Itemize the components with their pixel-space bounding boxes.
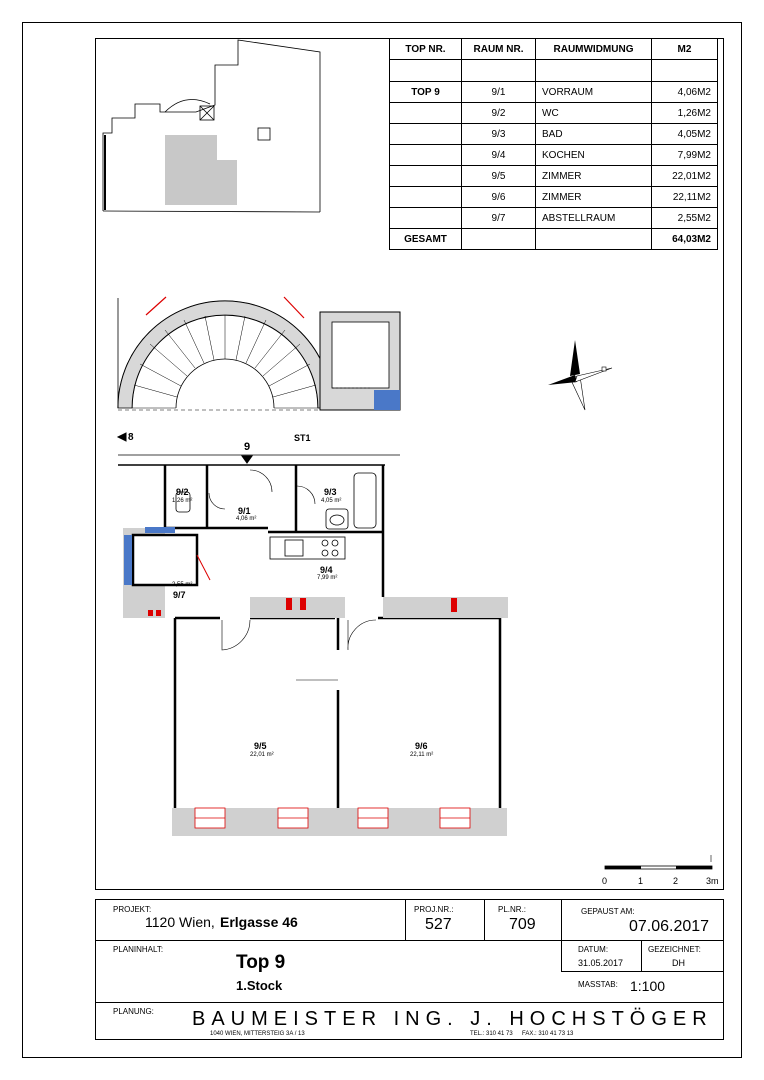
- firm-address: 1040 WIEN, MITTERSTEIG 3A / 13: [210, 1031, 305, 1037]
- room-area-9-1: 4,06 m²: [236, 516, 257, 522]
- projekt-label: PROJEKT:: [113, 905, 152, 914]
- room-area-9-3: 4,05 m²: [321, 498, 342, 504]
- gepaust-value: 07.06.2017: [629, 918, 710, 935]
- room-area-9-2: 1,26 m²: [172, 498, 193, 504]
- room-area-9-6: 22,11 m²: [410, 752, 434, 758]
- room-area-9-7: 2,55 m²: [172, 582, 193, 588]
- top-marker: 9: [244, 441, 251, 453]
- datum-value: 31.05.2017: [578, 958, 624, 968]
- table-row: 9/3 BAD 4,05M2: [390, 124, 718, 145]
- datum-label: DATUM:: [578, 945, 609, 954]
- projnr-value: 527: [425, 916, 452, 933]
- header-raumwidmung: RAUMWIDMUNG: [536, 39, 652, 60]
- planinhalt-label: PLANINHALT:: [113, 945, 164, 954]
- total-value: 64,03M2: [652, 229, 718, 250]
- room-area-9-5: 22,01 m²: [250, 752, 274, 758]
- room-id-9-1: 9/1: [238, 506, 251, 516]
- kitchen-fixtures: [270, 537, 345, 559]
- projekt-city: 1120 Wien,: [145, 914, 215, 930]
- table-row: 9/4 KOCHEN 7,99M2: [390, 145, 718, 166]
- room-id-9-5: 9/5: [254, 741, 267, 751]
- room-area-9-4: 7,99 m²: [317, 575, 338, 581]
- masstab-value: 1:100: [630, 978, 666, 994]
- header-top-nr: TOP NR.: [390, 39, 462, 60]
- total-label: GESAMT: [390, 229, 462, 250]
- firm-tel: TEL.: 310 41 73: [470, 1031, 513, 1037]
- room-id-9-3: 9/3: [324, 487, 337, 497]
- stair-label: ST1: [294, 433, 311, 443]
- firm-fax: FAX.: 310 41 73 13: [522, 1031, 574, 1037]
- room-id-9-4: 9/4: [320, 565, 333, 575]
- stairwell: [118, 297, 332, 410]
- projekt-street: Erlgasse 46: [220, 914, 298, 930]
- table-row: 9/2 WC 1,26M2: [390, 103, 718, 124]
- top-nr: TOP 9: [390, 82, 462, 103]
- planinhalt-title: Top 9: [236, 952, 286, 973]
- header-m2: M2: [652, 39, 718, 60]
- doors: [209, 470, 376, 680]
- room-id-9-2: 9/2: [176, 487, 189, 497]
- planung-label: PLANUNG:: [113, 1007, 154, 1016]
- room-id-9-6: 9/6: [415, 741, 428, 751]
- room-id-9-7: 9/7: [173, 590, 186, 600]
- scale-bar: [605, 855, 712, 869]
- storage-room: [124, 527, 210, 585]
- elevator-shaft: [320, 312, 400, 410]
- plnr-value: 709: [509, 916, 536, 933]
- projnr-label: PROJ.NR.:: [414, 905, 454, 914]
- table-row: 9/6 ZIMMER 22,11M2: [390, 187, 718, 208]
- planinhalt-sub: 1.Stock: [236, 978, 283, 993]
- firm-name: BAUMEISTER ING. J. HOCHSTÖGER: [192, 1008, 713, 1030]
- plnr-label: PL.NR.:: [498, 905, 527, 914]
- table-row: 9/7 ABSTELLRAUM 2,55M2: [390, 208, 718, 229]
- gepaust-label: GEPAUST AM:: [581, 907, 635, 916]
- header-raum-nr: RAUM NR.: [462, 39, 536, 60]
- gezeichnet-label: GEZEICHNET:: [648, 945, 701, 954]
- table-row: TOP 9 9/1 VORRAUM 4,06M2: [390, 82, 718, 103]
- table-row: 9/5 ZIMMER 22,01M2: [390, 166, 718, 187]
- north-arrow-icon: [548, 340, 612, 410]
- section-marker: 8: [128, 432, 134, 443]
- corridor: [118, 433, 400, 465]
- key-plan-highlight: [165, 135, 217, 205]
- masstab-label: MASSTAB:: [578, 980, 618, 989]
- gezeichnet-value: DH: [672, 958, 685, 968]
